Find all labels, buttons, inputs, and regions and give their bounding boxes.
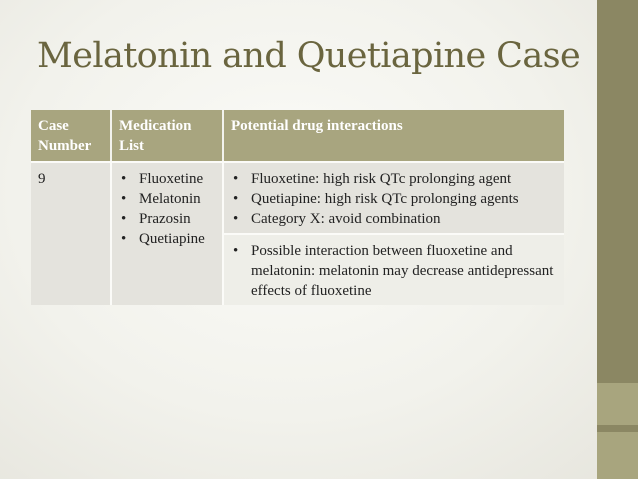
side-accent-block-lower	[597, 432, 638, 479]
interactions-primary-cell	[224, 161, 564, 233]
side-accent-block-upper	[597, 383, 638, 425]
case-number-cell: 9	[31, 161, 112, 305]
interaction-item: • Category X: avoid combination	[231, 209, 557, 229]
slide-title: Melatonin and Quetiapine Case	[37, 36, 581, 76]
header-case-number: Case Number	[31, 110, 112, 161]
table-header-row	[31, 110, 564, 161]
case-table	[31, 110, 564, 305]
interactions-primary-list	[231, 169, 557, 229]
medication-list-cell	[112, 161, 224, 305]
medication-item: • Prazosin	[119, 209, 215, 229]
header-medication-list: Medication List	[112, 110, 224, 161]
header-potential-interactions: Potential drug interactions	[224, 110, 564, 161]
interaction-item: • Fluoxetine: high risk QTc prolonging agent	[231, 169, 557, 189]
interaction-item: • Quetiapine: high risk QTc prolonging agents	[231, 189, 557, 209]
medication-item: • Quetiapine	[119, 229, 215, 249]
medication-list	[119, 169, 215, 249]
interaction-item: • Possible interaction between fluoxetine and melatonin: melatonin may decrease antidepressant effects of fluoxetine	[231, 241, 557, 301]
table-row	[31, 161, 564, 233]
medication-item: • Fluoxetine	[119, 169, 215, 189]
interactions-secondary-list	[231, 241, 557, 301]
interactions-secondary-cell	[224, 233, 564, 305]
medication-item: • Melatonin	[119, 189, 215, 209]
